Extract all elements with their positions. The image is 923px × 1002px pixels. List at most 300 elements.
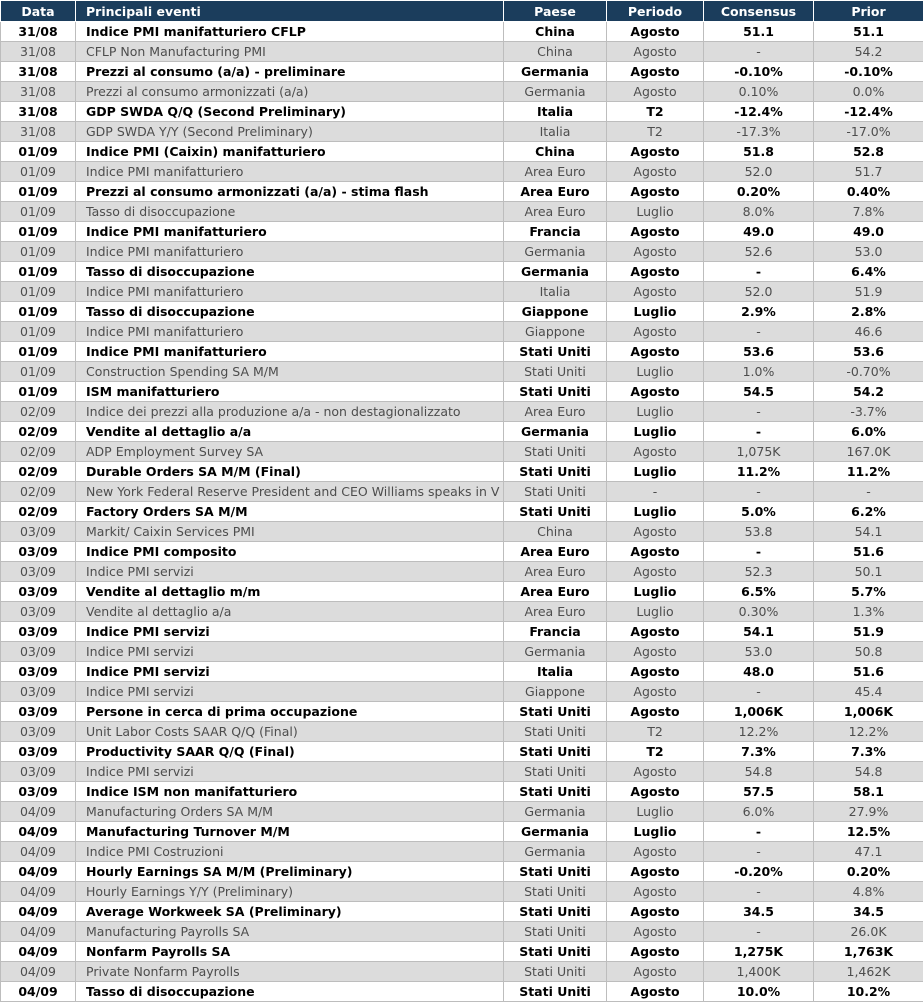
cell-period: Agosto <box>607 182 704 202</box>
table-row <box>1 142 923 162</box>
table-row <box>1 322 923 342</box>
table-row <box>1 622 923 642</box>
cell-date: 01/09 <box>1 162 76 182</box>
header-country: Paese <box>504 1 607 22</box>
cell-consensus: 6.0% <box>704 802 814 822</box>
cell-date: 02/09 <box>1 442 76 462</box>
table-row <box>1 942 923 962</box>
cell-prior: 7.3% <box>814 742 923 762</box>
cell-event: Indice ISM non manifatturiero <box>76 782 504 802</box>
cell-period: T2 <box>607 102 704 122</box>
cell-date: 01/09 <box>1 282 76 302</box>
cell-prior: 1.3% <box>814 602 923 622</box>
cell-country: Germania <box>504 62 607 82</box>
table-row <box>1 42 923 62</box>
cell-event: Indice PMI manifatturiero <box>76 342 504 362</box>
header-event: Principali eventi <box>76 1 504 22</box>
cell-country: Germania <box>504 822 607 842</box>
cell-prior: 47.1 <box>814 842 923 862</box>
table-row <box>1 202 923 222</box>
cell-period: Agosto <box>607 842 704 862</box>
cell-consensus: 1.0% <box>704 362 814 382</box>
cell-event: Private Nonfarm Payrolls <box>76 962 504 982</box>
cell-country: Francia <box>504 622 607 642</box>
cell-event: Vendite al dettaglio a/a <box>76 422 504 442</box>
cell-consensus: 6.5% <box>704 582 814 602</box>
table-row <box>1 742 923 762</box>
cell-event: Factory Orders SA M/M <box>76 502 504 522</box>
cell-consensus: 49.0 <box>704 222 814 242</box>
cell-country: Stati Uniti <box>504 942 607 962</box>
cell-period: Agosto <box>607 342 704 362</box>
cell-prior: 54.2 <box>814 382 923 402</box>
cell-period: Agosto <box>607 382 704 402</box>
cell-date: 04/09 <box>1 842 76 862</box>
cell-consensus: 1,275K <box>704 942 814 962</box>
table-row <box>1 362 923 382</box>
cell-prior: 4.8% <box>814 882 923 902</box>
cell-prior: 51.9 <box>814 282 923 302</box>
cell-prior: 54.8 <box>814 762 923 782</box>
table-row <box>1 122 923 142</box>
cell-prior: 51.9 <box>814 622 923 642</box>
cell-date: 03/09 <box>1 642 76 662</box>
cell-date: 03/09 <box>1 582 76 602</box>
cell-period: Luglio <box>607 502 704 522</box>
header-prior: Prior <box>814 1 923 22</box>
cell-date: 03/09 <box>1 742 76 762</box>
cell-prior: 50.8 <box>814 642 923 662</box>
cell-country: Stati Uniti <box>504 442 607 462</box>
cell-consensus: 54.5 <box>704 382 814 402</box>
cell-consensus: - <box>704 922 814 942</box>
cell-period: Agosto <box>607 62 704 82</box>
cell-country: Area Euro <box>504 402 607 422</box>
cell-country: Stati Uniti <box>504 722 607 742</box>
cell-event: Tasso di disoccupazione <box>76 302 504 322</box>
cell-prior: 2.8% <box>814 302 923 322</box>
cell-event: Indice PMI servizi <box>76 682 504 702</box>
cell-country: Area Euro <box>504 562 607 582</box>
cell-country: Stati Uniti <box>504 382 607 402</box>
cell-event: New York Federal Reserve President and CEO Williams speaks in V <box>76 482 504 502</box>
cell-country: Stati Uniti <box>504 982 607 1002</box>
table-row <box>1 102 923 122</box>
cell-period: Agosto <box>607 922 704 942</box>
cell-date: 02/09 <box>1 422 76 442</box>
cell-period: Agosto <box>607 282 704 302</box>
cell-event: Indice PMI manifatturiero <box>76 282 504 302</box>
cell-date: 03/09 <box>1 562 76 582</box>
cell-event: Indice PMI servizi <box>76 622 504 642</box>
table-row <box>1 962 923 982</box>
cell-country: Italia <box>504 282 607 302</box>
cell-country: Germania <box>504 422 607 442</box>
cell-country: Germania <box>504 642 607 662</box>
table-body <box>1 22 923 1002</box>
cell-consensus: 0.30% <box>704 602 814 622</box>
cell-consensus: 52.6 <box>704 242 814 262</box>
cell-period: Agosto <box>607 982 704 1002</box>
cell-event: Durable Orders SA M/M (Final) <box>76 462 504 482</box>
cell-consensus: -0.20% <box>704 862 814 882</box>
cell-prior: 0.40% <box>814 182 923 202</box>
cell-prior: 167.0K <box>814 442 923 462</box>
table-row <box>1 262 923 282</box>
cell-date: 03/09 <box>1 662 76 682</box>
cell-date: 01/09 <box>1 142 76 162</box>
table-row <box>1 22 923 42</box>
cell-consensus: 53.0 <box>704 642 814 662</box>
table-row <box>1 82 923 102</box>
cell-date: 03/09 <box>1 762 76 782</box>
cell-country: Stati Uniti <box>504 742 607 762</box>
cell-event: Prezzi al consumo armonizzati (a/a) <box>76 82 504 102</box>
cell-period: Luglio <box>607 362 704 382</box>
cell-country: Germania <box>504 262 607 282</box>
cell-period: - <box>607 482 704 502</box>
cell-event: Indice PMI servizi <box>76 642 504 662</box>
cell-country: Stati Uniti <box>504 782 607 802</box>
cell-event: Productivity SAAR Q/Q (Final) <box>76 742 504 762</box>
cell-consensus: -0.10% <box>704 62 814 82</box>
cell-event: Persone in cerca di prima occupazione <box>76 702 504 722</box>
cell-event: GDP SWDA Y/Y (Second Preliminary) <box>76 122 504 142</box>
cell-period: Agosto <box>607 682 704 702</box>
cell-period: Agosto <box>607 882 704 902</box>
cell-date: 03/09 <box>1 782 76 802</box>
cell-country: Francia <box>504 222 607 242</box>
cell-country: Giappone <box>504 302 607 322</box>
cell-consensus: - <box>704 882 814 902</box>
cell-event: Unit Labor Costs SAAR Q/Q (Final) <box>76 722 504 742</box>
cell-event: Markit/ Caixin Services PMI <box>76 522 504 542</box>
cell-country: Area Euro <box>504 602 607 622</box>
cell-event: Hourly Earnings Y/Y (Preliminary) <box>76 882 504 902</box>
cell-country: China <box>504 522 607 542</box>
cell-date: 01/09 <box>1 362 76 382</box>
cell-event: Tasso di disoccupazione <box>76 202 504 222</box>
cell-country: Area Euro <box>504 162 607 182</box>
cell-period: Agosto <box>607 642 704 662</box>
cell-date: 31/08 <box>1 122 76 142</box>
table-row <box>1 642 923 662</box>
cell-country: Stati Uniti <box>504 922 607 942</box>
cell-prior: 0.20% <box>814 862 923 882</box>
cell-consensus: - <box>704 482 814 502</box>
table-row <box>1 282 923 302</box>
cell-event: Indice PMI manifatturiero <box>76 242 504 262</box>
cell-period: Agosto <box>607 902 704 922</box>
cell-consensus: 51.8 <box>704 142 814 162</box>
cell-country: Italia <box>504 662 607 682</box>
cell-period: Luglio <box>607 422 704 442</box>
cell-country: Stati Uniti <box>504 702 607 722</box>
cell-consensus: 53.8 <box>704 522 814 542</box>
cell-prior: 1,462K <box>814 962 923 982</box>
cell-date: 02/09 <box>1 462 76 482</box>
cell-country: China <box>504 142 607 162</box>
table-row <box>1 242 923 262</box>
cell-event: Indice PMI manifatturiero <box>76 162 504 182</box>
cell-period: Agosto <box>607 222 704 242</box>
cell-event: Tasso di disoccupazione <box>76 262 504 282</box>
cell-event: ADP Employment Survey SA <box>76 442 504 462</box>
cell-prior: 12.5% <box>814 822 923 842</box>
cell-country: Germania <box>504 242 607 262</box>
cell-consensus: 1,400K <box>704 962 814 982</box>
cell-prior: 27.9% <box>814 802 923 822</box>
cell-period: Luglio <box>607 202 704 222</box>
table-row <box>1 902 923 922</box>
cell-country: China <box>504 22 607 42</box>
cell-country: Giappone <box>504 322 607 342</box>
cell-event: Indice PMI servizi <box>76 762 504 782</box>
cell-prior: 46.6 <box>814 322 923 342</box>
table-row <box>1 602 923 622</box>
cell-date: 01/09 <box>1 342 76 362</box>
table-row <box>1 522 923 542</box>
cell-country: Area Euro <box>504 582 607 602</box>
cell-prior: -12.4% <box>814 102 923 122</box>
cell-country: Italia <box>504 102 607 122</box>
cell-period: Agosto <box>607 142 704 162</box>
cell-consensus: - <box>704 822 814 842</box>
cell-date: 04/09 <box>1 822 76 842</box>
cell-event: Manufacturing Turnover M/M <box>76 822 504 842</box>
table-row <box>1 582 923 602</box>
cell-consensus: 52.3 <box>704 562 814 582</box>
cell-prior: 1,763K <box>814 942 923 962</box>
table-row <box>1 382 923 402</box>
cell-period: Luglio <box>607 402 704 422</box>
cell-consensus: 48.0 <box>704 662 814 682</box>
cell-date: 01/09 <box>1 262 76 282</box>
cell-period: Agosto <box>607 22 704 42</box>
table-row <box>1 502 923 522</box>
cell-country: Stati Uniti <box>504 502 607 522</box>
cell-prior: 51.6 <box>814 542 923 562</box>
table-row <box>1 922 923 942</box>
table-row <box>1 822 923 842</box>
cell-prior: - <box>814 482 923 502</box>
cell-event: Indice PMI manifatturiero <box>76 222 504 242</box>
cell-consensus: 51.1 <box>704 22 814 42</box>
cell-period: Agosto <box>607 442 704 462</box>
cell-event: Indice PMI manifatturiero <box>76 322 504 342</box>
cell-consensus: 10.0% <box>704 982 814 1002</box>
table-row <box>1 462 923 482</box>
cell-event: Prezzi al consumo (a/a) - preliminare <box>76 62 504 82</box>
cell-consensus: 52.0 <box>704 162 814 182</box>
cell-country: Stati Uniti <box>504 762 607 782</box>
cell-event: Indice PMI servizi <box>76 562 504 582</box>
cell-consensus: 7.3% <box>704 742 814 762</box>
table-row <box>1 882 923 902</box>
cell-event: Indice dei prezzi alla produzione a/a - non destagionalizzato <box>76 402 504 422</box>
cell-event: Hourly Earnings SA M/M (Preliminary) <box>76 862 504 882</box>
header-consensus: Consensus <box>704 1 814 22</box>
cell-date: 04/09 <box>1 862 76 882</box>
cell-date: 03/09 <box>1 602 76 622</box>
cell-period: Agosto <box>607 622 704 642</box>
cell-date: 31/08 <box>1 82 76 102</box>
cell-prior: 51.7 <box>814 162 923 182</box>
cell-date: 04/09 <box>1 922 76 942</box>
cell-event: Manufacturing Payrolls SA <box>76 922 504 942</box>
cell-date: 01/09 <box>1 222 76 242</box>
cell-date: 31/08 <box>1 42 76 62</box>
cell-event: ISM manifatturiero <box>76 382 504 402</box>
table-row <box>1 342 923 362</box>
cell-country: Area Euro <box>504 542 607 562</box>
table-row <box>1 982 923 1002</box>
cell-prior: 5.7% <box>814 582 923 602</box>
table-row <box>1 682 923 702</box>
cell-prior: 45.4 <box>814 682 923 702</box>
cell-prior: -0.10% <box>814 62 923 82</box>
cell-prior: 53.6 <box>814 342 923 362</box>
cell-period: Agosto <box>607 762 704 782</box>
table-row <box>1 162 923 182</box>
table-row <box>1 662 923 682</box>
cell-consensus: - <box>704 402 814 422</box>
cell-country: Germania <box>504 82 607 102</box>
cell-prior: -0.70% <box>814 362 923 382</box>
cell-consensus: - <box>704 42 814 62</box>
cell-date: 04/09 <box>1 962 76 982</box>
cell-prior: 6.4% <box>814 262 923 282</box>
cell-country: Giappone <box>504 682 607 702</box>
table-row <box>1 302 923 322</box>
cell-event: Indice PMI composito <box>76 542 504 562</box>
cell-prior: 12.2% <box>814 722 923 742</box>
cell-period: Luglio <box>607 582 704 602</box>
cell-period: Agosto <box>607 702 704 722</box>
cell-event: Indice PMI Costruzioni <box>76 842 504 862</box>
cell-consensus: - <box>704 422 814 442</box>
cell-period: Agosto <box>607 542 704 562</box>
cell-date: 03/09 <box>1 722 76 742</box>
cell-period: Luglio <box>607 302 704 322</box>
cell-prior: -3.7% <box>814 402 923 422</box>
cell-period: Agosto <box>607 662 704 682</box>
cell-country: Area Euro <box>504 202 607 222</box>
cell-consensus: 54.1 <box>704 622 814 642</box>
table-row <box>1 62 923 82</box>
cell-consensus: - <box>704 682 814 702</box>
table-row <box>1 782 923 802</box>
cell-country: Stati Uniti <box>504 362 607 382</box>
cell-event: Tasso di disoccupazione <box>76 982 504 1002</box>
cell-event: Construction Spending SA M/M <box>76 362 504 382</box>
cell-consensus: 1,075K <box>704 442 814 462</box>
cell-prior: 49.0 <box>814 222 923 242</box>
table-header-row <box>1 1 923 22</box>
cell-period: Agosto <box>607 82 704 102</box>
cell-consensus: 0.10% <box>704 82 814 102</box>
cell-consensus: -17.3% <box>704 122 814 142</box>
cell-period: T2 <box>607 742 704 762</box>
cell-event: Vendite al dettaglio a/a <box>76 602 504 622</box>
cell-event: Indice PMI servizi <box>76 662 504 682</box>
cell-prior: 6.0% <box>814 422 923 442</box>
cell-date: 02/09 <box>1 502 76 522</box>
cell-event: Nonfarm Payrolls SA <box>76 942 504 962</box>
cell-prior: 11.2% <box>814 462 923 482</box>
cell-event: Indice PMI manifatturiero CFLP <box>76 22 504 42</box>
cell-date: 03/09 <box>1 702 76 722</box>
cell-country: Stati Uniti <box>504 482 607 502</box>
cell-event: Manufacturing Orders SA M/M <box>76 802 504 822</box>
cell-country: Stati Uniti <box>504 862 607 882</box>
cell-date: 01/09 <box>1 322 76 342</box>
cell-prior: -17.0% <box>814 122 923 142</box>
table-row <box>1 562 923 582</box>
cell-prior: 51.6 <box>814 662 923 682</box>
cell-consensus: 2.9% <box>704 302 814 322</box>
cell-date: 01/09 <box>1 202 76 222</box>
cell-event: Prezzi al consumo armonizzati (a/a) - stima flash <box>76 182 504 202</box>
cell-period: Luglio <box>607 822 704 842</box>
table-row <box>1 702 923 722</box>
cell-date: 31/08 <box>1 62 76 82</box>
cell-country: Area Euro <box>504 182 607 202</box>
cell-period: Agosto <box>607 942 704 962</box>
cell-prior: 10.2% <box>814 982 923 1002</box>
cell-date: 03/09 <box>1 622 76 642</box>
cell-prior: 54.1 <box>814 522 923 542</box>
cell-prior: 50.1 <box>814 562 923 582</box>
cell-event: CFLP Non Manufacturing PMI <box>76 42 504 62</box>
cell-prior: 54.2 <box>814 42 923 62</box>
cell-consensus: - <box>704 262 814 282</box>
cell-period: Agosto <box>607 162 704 182</box>
cell-consensus: 34.5 <box>704 902 814 922</box>
cell-consensus: - <box>704 842 814 862</box>
cell-period: Agosto <box>607 782 704 802</box>
cell-prior: 52.8 <box>814 142 923 162</box>
cell-period: Agosto <box>607 42 704 62</box>
cell-country: Stati Uniti <box>504 882 607 902</box>
cell-country: Stati Uniti <box>504 902 607 922</box>
cell-period: Agosto <box>607 262 704 282</box>
cell-date: 02/09 <box>1 482 76 502</box>
cell-prior: 51.1 <box>814 22 923 42</box>
table-row <box>1 762 923 782</box>
cell-date: 02/09 <box>1 402 76 422</box>
cell-date: 01/09 <box>1 182 76 202</box>
cell-consensus: 52.0 <box>704 282 814 302</box>
cell-date: 01/09 <box>1 302 76 322</box>
table-row <box>1 542 923 562</box>
table-row <box>1 422 923 442</box>
cell-consensus: - <box>704 322 814 342</box>
cell-country: Stati Uniti <box>504 342 607 362</box>
cell-event: Indice PMI (Caixin) manifatturiero <box>76 142 504 162</box>
cell-date: 03/09 <box>1 522 76 542</box>
cell-date: 01/09 <box>1 382 76 402</box>
cell-period: T2 <box>607 122 704 142</box>
cell-consensus: 11.2% <box>704 462 814 482</box>
cell-prior: 53.0 <box>814 242 923 262</box>
cell-consensus: 12.2% <box>704 722 814 742</box>
cell-event: GDP SWDA Q/Q (Second Preliminary) <box>76 102 504 122</box>
table-row <box>1 182 923 202</box>
cell-period: Luglio <box>607 602 704 622</box>
cell-prior: 6.2% <box>814 502 923 522</box>
cell-period: Agosto <box>607 862 704 882</box>
